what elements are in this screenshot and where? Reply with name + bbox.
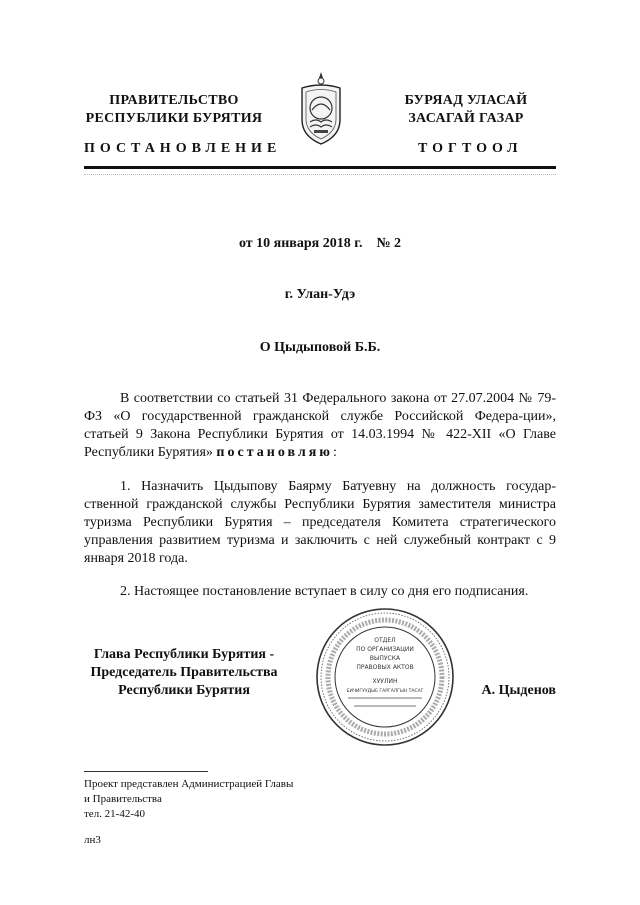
preamble-paragraph bbox=[84, 390, 556, 462]
resolution-item-1: 1. Назначить Цыдыпову Баярму Батуевну на должность государ-ственной гражданской службы Республики Бурятия заместителя министра туризма Республики Бурятия – председателя Комитета стратегического управления развитием туризма и заключить с ней служебный контракт с 9 января 2018 года. bbox=[84, 479, 556, 566]
stamp-line4: ПРАВОВЫХ АКТОВ bbox=[356, 664, 414, 671]
signatory-position-line1: Глава Республики Бурятия - bbox=[93, 647, 275, 662]
document-code: лн3 bbox=[84, 834, 101, 846]
government-name-line2: РЕСПУБЛИКИ БУРЯТИЯ bbox=[85, 111, 263, 126]
footer-line3: тел. 21-42-40 bbox=[84, 808, 146, 820]
document-type-bur: ТОГТООЛ bbox=[418, 141, 523, 156]
document-type-ru: ПОСТАНОВЛЕНИЕ bbox=[84, 141, 282, 156]
date-and-number: от 10 января 2018 г. № 2 bbox=[238, 236, 402, 251]
header-rule bbox=[84, 166, 556, 169]
footer-line1: Проект представлен Администрацией Главы bbox=[84, 778, 294, 790]
signatory-position-line3: Республики Бурятия bbox=[118, 683, 250, 698]
official-stamp-icon bbox=[314, 606, 456, 748]
government-name-line1: ПРАВИТЕЛЬСТВО bbox=[109, 93, 239, 108]
stamp-line5: ХУУЛИН bbox=[372, 678, 398, 685]
government-name-bur-line1: БУРЯАД УЛАСАЙ bbox=[404, 93, 528, 108]
government-name-bur bbox=[376, 92, 556, 128]
preamble-end: : bbox=[332, 445, 337, 460]
coat-of-arms-icon bbox=[296, 70, 346, 150]
stamp-line3: ВЫПУСКА bbox=[369, 655, 401, 662]
signatory-position bbox=[84, 646, 284, 700]
document-title: О Цыдыповой Б.Б. bbox=[259, 340, 381, 355]
preamble-text: В соответствии со статьей 31 Федерального закона от 27.07.2004 № 79-ФЗ «О государственной гражданской службе Российской Федера-ции», статьей 9 Закона Республики Бурятия от 14.03.1994 № 422-XII «О Главе Республики Бурятия» bbox=[84, 391, 556, 460]
preamble-keyword: постановляю bbox=[216, 445, 333, 460]
signatory-name: А. Цыденов bbox=[481, 683, 556, 698]
header-dotted-rule bbox=[84, 174, 556, 177]
stamp-line2: ПО ОРГАНИЗАЦИИ bbox=[356, 646, 414, 653]
government-name-bur-line2: ЗАСАГАЙ ГАЗАР bbox=[408, 111, 524, 126]
city: г. Улан-Удэ bbox=[284, 287, 356, 302]
signatory-position-line2: Председатель Правительства bbox=[90, 665, 278, 680]
footer-note bbox=[84, 777, 293, 822]
government-name-ru bbox=[84, 92, 264, 128]
footer-rule bbox=[84, 771, 208, 772]
resolution-item-2: 2. Настоящее постановление вступает в силу со дня его подписания. bbox=[120, 584, 529, 599]
stamp-line6: БИЧИГУУДЫЕ ГАРГАЛГЫН ТАСАГ bbox=[346, 689, 424, 694]
stamp-line1: ОТДЕЛ bbox=[374, 637, 396, 644]
footer-line2: и Правительства bbox=[84, 793, 162, 805]
